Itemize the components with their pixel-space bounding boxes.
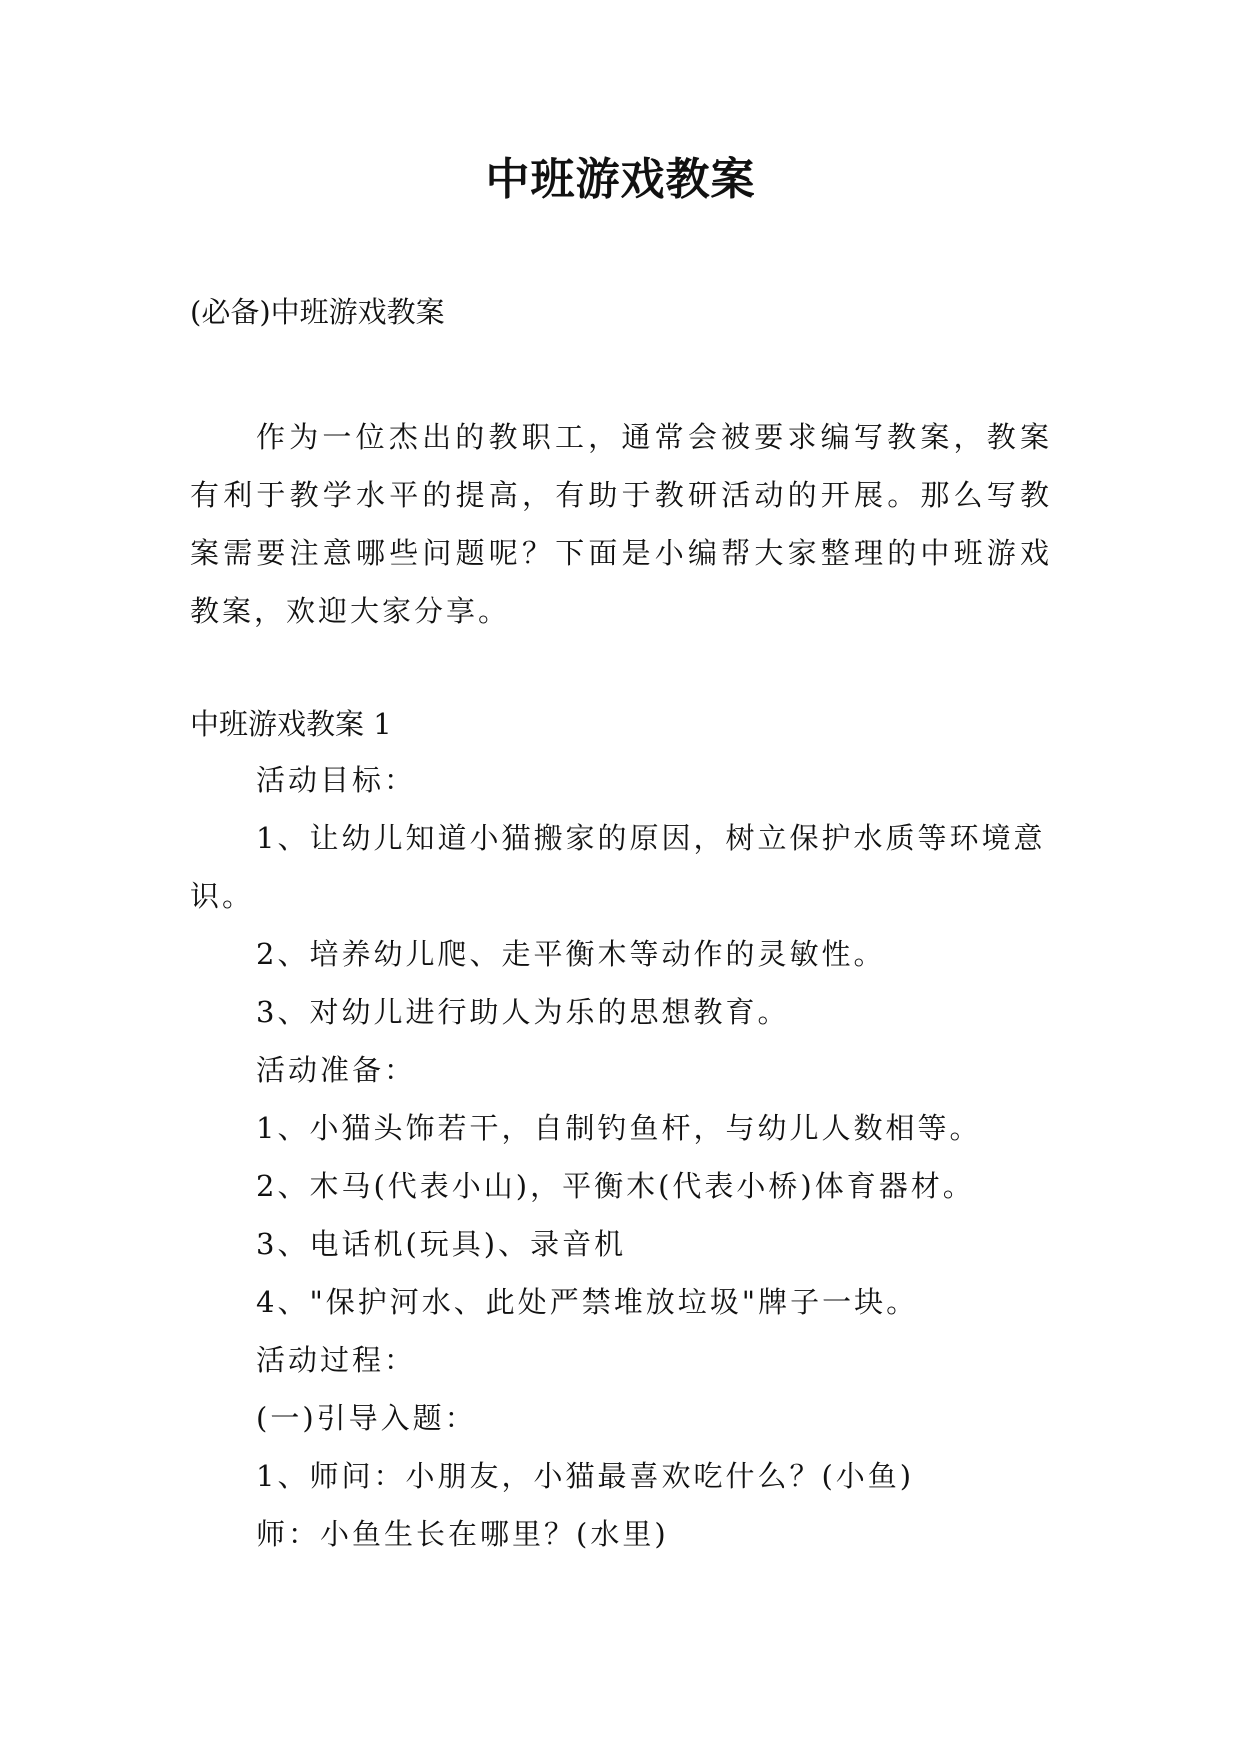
lesson-line: 1、师问：小朋友，小猫最喜欢吃什么？(小鱼): [256, 1459, 915, 1493]
document-subtitle: (必备)中班游戏教案: [190, 295, 445, 329]
lesson-line: 4、"保护河水、此处严禁堆放垃圾"牌子一块。: [256, 1285, 919, 1319]
lesson-line: 3、对幼儿进行助人为乐的思想教育。: [256, 995, 790, 1029]
lesson-line: 3、电话机(玩具)、录音机: [256, 1227, 627, 1261]
lesson-line: 活动目标：: [256, 763, 417, 797]
lesson-line: 师：小鱼生长在哪里？(水里): [256, 1517, 669, 1551]
lesson-content: [190, 751, 1052, 1563]
section-heading: 中班游戏教案 1: [190, 707, 392, 741]
document-title: 中班游戏教案: [485, 154, 756, 205]
lesson-line: 活动过程：: [256, 1343, 417, 1377]
lesson-line: (一)引导入题：: [256, 1401, 477, 1435]
lesson-line: 2、木马(代表小山)，平衡木(代表小桥)体育器材。: [256, 1169, 975, 1203]
lesson-line: 2、培养幼儿爬、走平衡木等动作的灵敏性。: [256, 937, 886, 971]
lesson-line: 1、让幼儿知道小猫搬家的原因，树立保护水质等环境意识。: [190, 821, 1046, 913]
intro-paragraph: 作为一位杰出的教职工，通常会被要求编写教案，教案有利于教学水平的提高，有助于教研活动的开展。那么写教案需要注意哪些问题呢？下面是小编帮大家整理的中班游戏教案，欢迎大家分享。: [190, 420, 1052, 628]
lesson-line: 1、小猫头饰若干，自制钓鱼杆，与幼儿人数相等。: [256, 1111, 982, 1145]
lesson-line: 活动准备：: [256, 1053, 417, 1087]
